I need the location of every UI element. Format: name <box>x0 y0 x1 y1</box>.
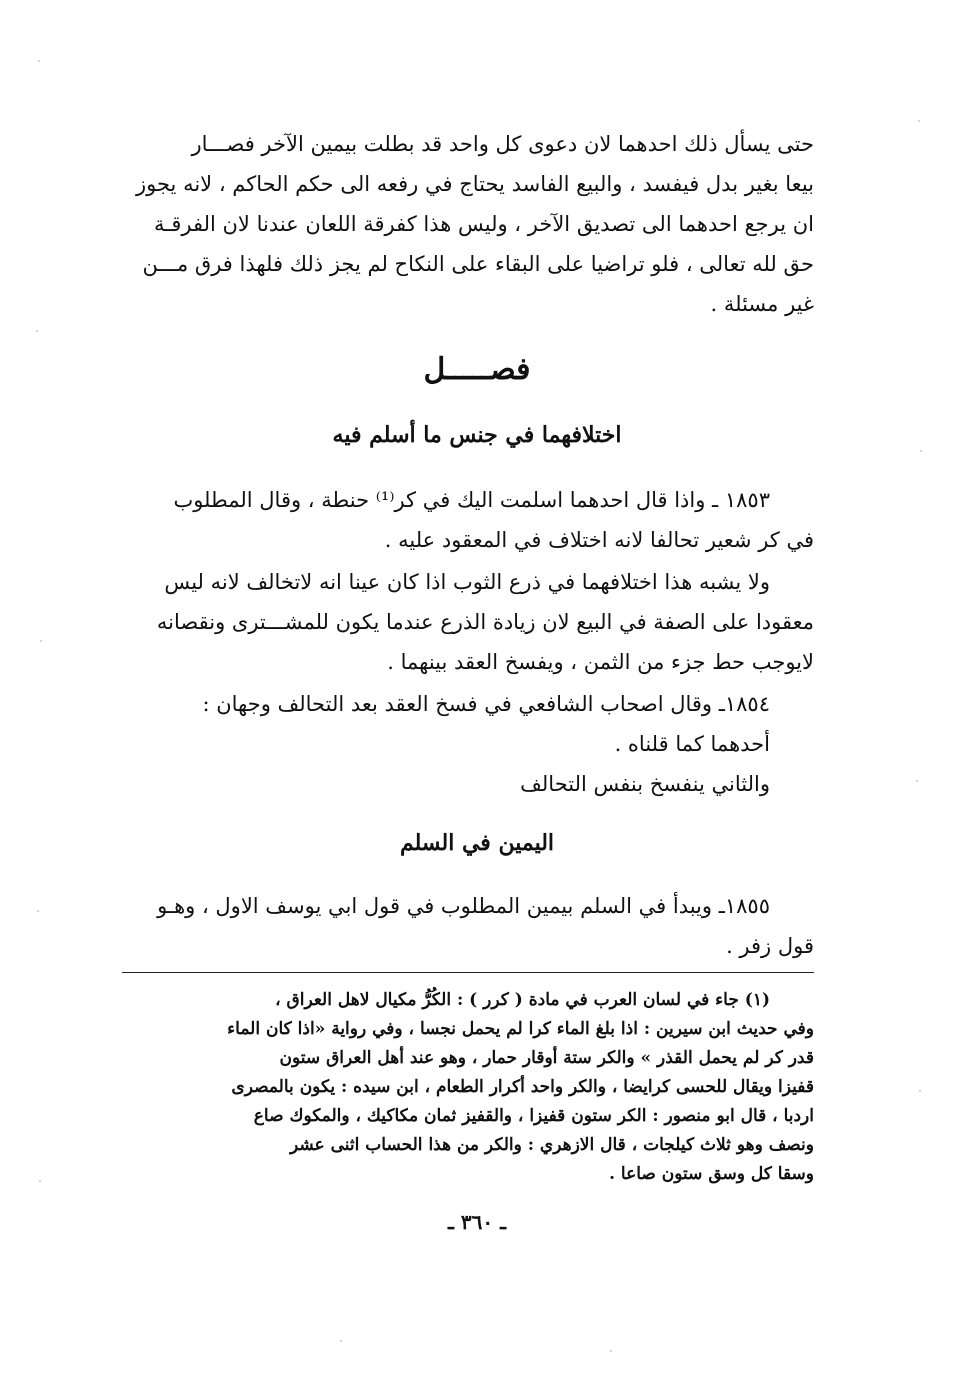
scan-speck <box>918 120 920 122</box>
text-line: ولا يشبه هذا اختلافهما في ذرع الثوب اذا كان عينا انه لاتخالف لانه ليس <box>164 570 770 594</box>
subheading-yamin: اليمين في السلم <box>399 830 555 856</box>
text-line: في كر شعير تحالفا لانه اختلاف في المعقود عليه . <box>384 528 814 552</box>
text-line: ١٨٥٤ـ وقال اصحاب الشافعي في فسخ العقد بعد التحالف وجهان : <box>202 692 770 716</box>
subheading-jins: اختلافهما في جنس ما أسلم فيه <box>332 422 622 448</box>
text-line: قول زفر . <box>726 934 814 958</box>
text-line: معقودا على الصفة في البيع لان زيادة الذرع عندما يكون للمشـــترى ونقصانه <box>156 610 814 634</box>
text-line: حق لله تعالى ، فلو تراضيا على البقاء على النكاح لم يجز ذلك فلهذا فرق مـــن <box>142 252 814 276</box>
text-line: والثاني ينفسخ بنفس التحالف <box>520 772 770 796</box>
paragraph-1853 <box>118 480 814 560</box>
text-line: لايوجب حط جزء من الثمن ، ويفسخ العقد بينهما . <box>387 650 814 674</box>
scan-speck <box>39 1180 41 1182</box>
scan-speck <box>919 1090 921 1092</box>
page-number: ـ ٣٦٠ ـ <box>448 1210 506 1234</box>
scan-speck <box>340 1340 342 1342</box>
text-line: ان يرجع احدهما الى تصديق الآخر ، وليس هذا كفرقة اللعان عندنا لان الفرقـة <box>153 212 814 236</box>
text-line: غير مسئلة . <box>710 292 814 316</box>
scan-speck <box>610 1350 612 1352</box>
text-line: ١٨٥٥ـ ويبدأ في السلم بيمين المطلوب في قول ابي يوسف الاول ، وهـو <box>157 894 770 918</box>
paragraph-1854 <box>118 684 814 804</box>
opening-paragraph <box>118 124 814 324</box>
scan-speck <box>40 640 42 642</box>
footnote-line: وفي حديث ابن سيرين : اذا بلغ الماء كرا لم يحمل نجسا ، وفي رواية «اذا كان الماء <box>227 1019 814 1039</box>
text-line: بيعا بغير بدل فيفسد ، والبيع الفاسد يحتاج في رفعه الى حكم الحاكم ، لانه يجوز <box>136 172 814 196</box>
text-line: أحدهما كما قلناه . <box>614 732 770 756</box>
footnote <box>118 986 814 1189</box>
footnote-line: قفيزا ويقال للحسى كرايضا ، والكر واحد أكرار الطعام ، ابن سيده : يكون بالمصرى <box>231 1077 814 1097</box>
footnote-line: وسقا كل وسق ستون صاعا . <box>609 1164 814 1184</box>
text-line: حتى يسأل ذلك احدهما لان دعوى كل واحد قد بطلت بيمين الآخر فصـــار <box>191 132 814 156</box>
paragraph-1855 <box>118 886 814 966</box>
footnote-line: قدر كر لم يحمل القذر » والكر ستة أوقار حمار ، وهو عند أهل العراق ستون <box>279 1048 814 1068</box>
text-line: ١٨٥٣ ـ واذا قال احدهما اسلمت اليك في كر⁽¹⁾ حنطة ، وقال المطلوب <box>173 488 770 512</box>
scan-speck <box>920 450 922 452</box>
footnote-line: ونصف وهو ثلاث كيلجات ، قال الازهري : والكر من هذا الحساب اثنى عشر <box>290 1135 814 1155</box>
paragraph-1853-continued <box>118 562 814 682</box>
footnote-line: اردبا ، قال ابو منصور : الكر ستون قفيزا ، والقفيز ثمان مكاكيك ، والمكوك صاع <box>253 1106 814 1126</box>
section-heading: فصـــــل <box>423 352 531 387</box>
scan-speck <box>916 780 918 782</box>
scan-speck <box>38 60 40 62</box>
scan-speck <box>36 330 38 332</box>
footnote-divider <box>122 972 814 973</box>
scan-speck <box>37 910 39 912</box>
footnote-line: (١) جاء في لسان العرب في مادة ( كرر ) : الكُرُّ مكيال لاهل العراق ، <box>275 990 770 1010</box>
